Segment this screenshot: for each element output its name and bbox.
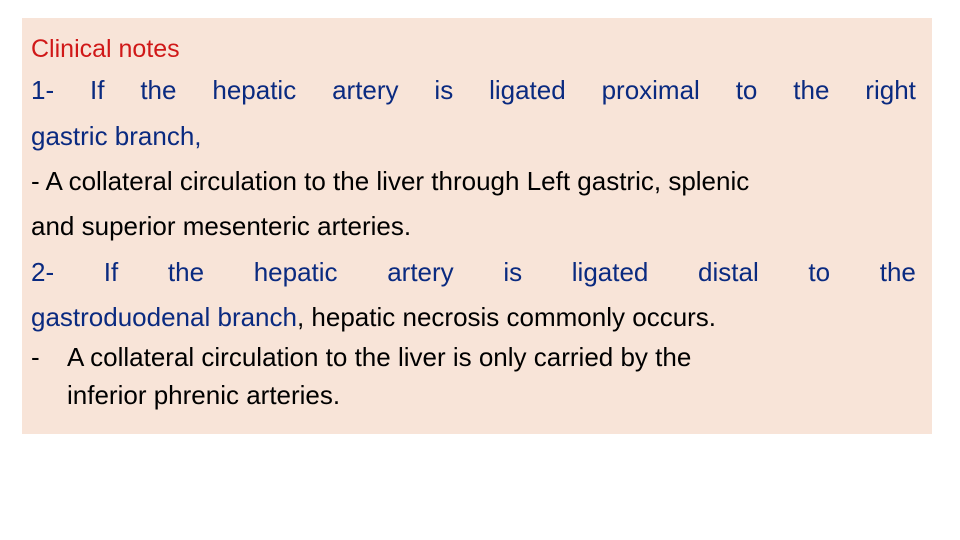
gastroduodenal-branch-text: gastroduodenal branch xyxy=(31,302,297,332)
word: 1- xyxy=(31,75,55,105)
word: to xyxy=(735,75,758,105)
word: ligated xyxy=(489,75,566,105)
word: the xyxy=(793,75,830,105)
clinical-notes-box xyxy=(22,18,932,434)
word: right xyxy=(865,75,916,105)
word: ligated xyxy=(571,257,649,287)
note-2-line-2 xyxy=(31,296,916,338)
word: artery xyxy=(332,75,399,105)
collateral-2-line-1: A collateral circulation to the liver is only carried by the xyxy=(67,342,692,372)
word: hepatic xyxy=(253,257,338,287)
word: hepatic xyxy=(212,75,297,105)
word: to xyxy=(808,257,831,287)
word: is xyxy=(434,75,454,105)
word: 2- xyxy=(31,257,55,287)
word: the xyxy=(140,75,177,105)
collateral-1-line-2: and superior mesenteric arteries. xyxy=(31,211,412,241)
note-1-line-1 xyxy=(31,67,916,114)
collateral-1-line-1: - A collateral circulation to the liver through Left gastric, splenic xyxy=(31,166,750,196)
word: artery xyxy=(387,257,454,287)
collateral-2-text xyxy=(67,338,916,414)
word: proximal xyxy=(601,75,700,105)
word: is xyxy=(503,257,523,287)
dash-marker: - xyxy=(31,342,40,372)
word: distal xyxy=(698,257,759,287)
collateral-2 xyxy=(31,338,916,414)
note-2-line-1 xyxy=(31,249,916,296)
note-1-line-2: gastric branch, xyxy=(31,121,202,151)
necrosis-text: , hepatic necrosis commonly occurs. xyxy=(296,302,717,332)
collateral-2-line-2: inferior phrenic arteries. xyxy=(67,380,341,410)
word: If xyxy=(90,75,105,105)
word: the xyxy=(167,257,205,287)
word: If xyxy=(103,257,119,287)
word: the xyxy=(879,257,916,287)
heading: Clinical notes xyxy=(31,35,180,63)
